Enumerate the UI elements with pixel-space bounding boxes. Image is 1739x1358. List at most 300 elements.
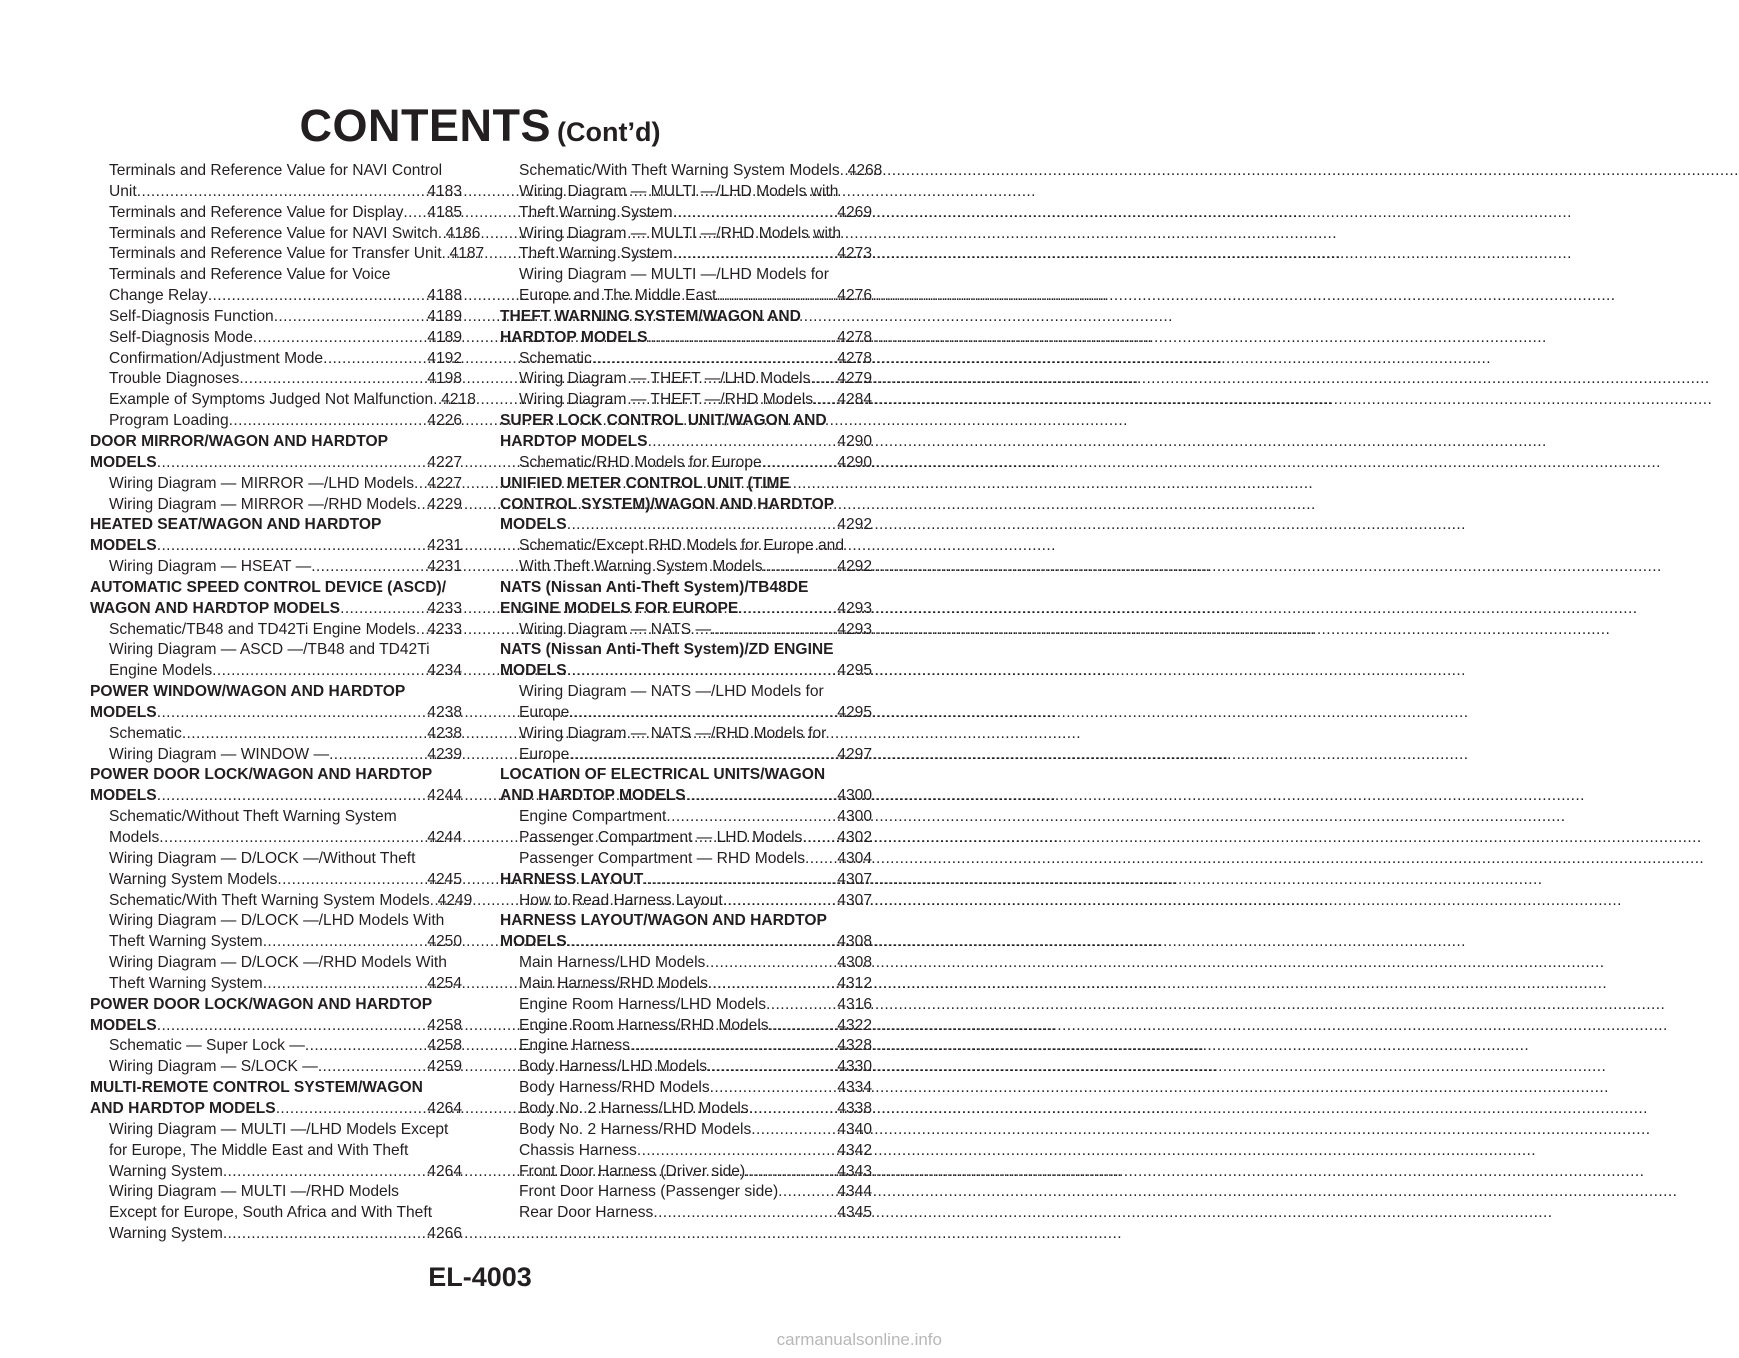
toc-page-number: 4239: [427, 745, 462, 763]
dot-leader: [749, 1099, 838, 1120]
toc-page-number: 4244: [427, 787, 462, 805]
toc-entry: [500, 203, 872, 224]
toc-entry: [500, 807, 872, 828]
toc-entry-title: Wiring Diagram — THEFT —/LHD Models: [519, 370, 811, 388]
toc-entry: [500, 849, 872, 870]
toc-entry: [500, 974, 872, 995]
toc-entry-title: Engine Room Harness/RHD Models: [519, 1016, 769, 1034]
toc-entry-title: Wiring Diagram — WINDOW —: [109, 745, 330, 763]
toc-entry: [90, 1036, 462, 1057]
toc-section-heading: [500, 870, 872, 891]
toc-entry-title: HARNESS LAYOUT/WAGON AND HARDTOP: [500, 912, 827, 930]
toc-page-number: 4300: [837, 787, 872, 805]
toc-entry-title: Theft Warning System: [109, 974, 263, 992]
toc-page-number: 4227: [427, 474, 462, 492]
toc-entry: [90, 203, 462, 224]
toc-page-number: 4293: [837, 599, 872, 617]
toc-entry-title: AND HARDTOP MODELS: [500, 787, 686, 805]
toc-page-number: 4290: [837, 432, 872, 450]
dot-leader: [711, 620, 837, 641]
toc-entry: [90, 828, 462, 849]
dot-leader: [805, 849, 837, 870]
dot-leader: [653, 1203, 837, 1224]
toc-page-number: 4278: [837, 349, 872, 367]
dot-leader: [229, 411, 428, 432]
dot-leader: [323, 349, 427, 370]
toc-entry-title: Schematic/RHD Models for Europe: [519, 453, 762, 471]
toc-section-heading: [90, 1099, 462, 1120]
toc-entry-title: Terminals and Reference Value for Display: [109, 203, 404, 221]
toc-entry-title: MULTI-REMOTE CONTROL SYSTEM/WAGON: [90, 1079, 423, 1097]
toc-entry: [90, 953, 462, 974]
dot-leader: [745, 1162, 837, 1183]
toc-entry: [90, 495, 462, 516]
toc-page-number: 4295: [837, 703, 872, 721]
toc-entry: [90, 1203, 462, 1224]
toc-entry-title: Wiring Diagram — D/LOCK —/RHD Models With: [109, 954, 447, 972]
toc-entry-title: Wiring Diagram — MULTI —/LHD Models with: [519, 182, 839, 200]
toc-page-number: 4297: [837, 745, 872, 763]
toc-page-number: 4307: [837, 891, 872, 909]
toc-page-number: 4292: [837, 516, 872, 534]
toc-page-number: 4345: [837, 1204, 872, 1222]
dot-leader: [263, 974, 428, 995]
toc-entry-title: Terminals and Reference Value for NAVI Switch: [109, 224, 438, 242]
dot-leader: [723, 891, 838, 912]
toc-entry-title: Unit: [109, 182, 137, 200]
toc-page-number: 4254: [427, 974, 462, 992]
toc-page-number: 4226: [427, 412, 462, 430]
toc-entry-title: Body Harness/RHD Models: [519, 1079, 710, 1097]
toc-section-heading: [90, 432, 462, 453]
toc-section-heading: [90, 1016, 462, 1037]
toc-entry-title: Wiring Diagram — MIRROR —/LHD Models: [109, 474, 414, 492]
dot-leader: [648, 432, 838, 453]
toc-entry: [90, 640, 462, 661]
toc-section-heading: [500, 432, 872, 453]
toc-page-number: 4266: [427, 1225, 462, 1243]
toc-entry: [90, 411, 462, 432]
toc-entry-title: With Theft Warning System Models: [519, 558, 763, 576]
toc-entry-title: Schematic/Except RHD Models for Europe and: [519, 537, 845, 555]
toc-entry: [500, 453, 872, 474]
toc-entry: [90, 244, 485, 265]
dot-leader: [417, 495, 428, 516]
toc-section-heading: [90, 1078, 462, 1099]
toc-entry: [90, 724, 462, 745]
toc-entry-title: POWER WINDOW/WAGON AND HARDTOP: [90, 683, 406, 701]
dot-leader: [751, 1120, 837, 1141]
toc-entry-title: Front Door Harness (Driver side): [519, 1162, 746, 1180]
toc-entry-title: MODELS: [500, 933, 567, 951]
toc-entry: [90, 265, 462, 286]
toc-page-number: 4269: [837, 203, 872, 221]
dot-leader: [643, 870, 837, 891]
toc-entry: [90, 911, 462, 932]
toc-page-number: 4238: [427, 703, 462, 721]
toc-entry: [500, 1057, 872, 1078]
toc-entry: [500, 349, 872, 370]
dot-leader: [778, 1182, 837, 1203]
toc-entry: [90, 224, 481, 245]
toc-entry-title: Theft Warning System: [519, 203, 673, 221]
dot-leader: [769, 1016, 838, 1037]
toc-page-number: 4308: [837, 933, 872, 951]
toc-entry-title: SUPER LOCK CONTROL UNIT/WAGON AND: [500, 412, 827, 430]
dot-leader: [762, 453, 838, 474]
toc-section-heading: [500, 307, 872, 328]
toc-entry-title: Wiring Diagram — NATS —/LHD Models for: [519, 683, 824, 701]
toc-entry-title: MODELS: [90, 703, 157, 721]
toc-entry: [500, 682, 872, 703]
dot-leader: [159, 828, 427, 849]
watermark: carmanualsonline.info: [776, 1330, 942, 1349]
toc-entry: [500, 1120, 872, 1141]
toc-entry-title: Warning System: [109, 1162, 223, 1180]
toc-entry: [90, 932, 462, 953]
dot-leader: [239, 369, 427, 390]
toc-entry-title: LOCATION OF ELECTRICAL UNITS/WAGON: [500, 766, 826, 784]
toc-page-number: 4312: [837, 974, 872, 992]
toc-page-number: 4340: [837, 1120, 872, 1138]
dot-leader: [810, 369, 837, 390]
toc-entry-title: MODELS: [90, 537, 157, 555]
toc-entry-title: Body Harness/LHD Models: [519, 1058, 708, 1076]
dot-leader: [305, 1036, 427, 1057]
toc-entry-title: Europe: [519, 703, 570, 721]
toc-page-number: 4233: [427, 599, 462, 617]
toc-page-number: 4338: [837, 1099, 872, 1117]
toc-entry-title: Wiring Diagram — D/LOCK —/LHD Models With: [109, 912, 445, 930]
dot-leader: [223, 1224, 427, 1245]
toc-page-number: 4293: [837, 620, 872, 638]
toc-entry: [90, 807, 462, 828]
toc-entry-title: Wiring Diagram — S/LOCK —: [109, 1058, 318, 1076]
toc-entry: [500, 1036, 872, 1057]
dot-leader: [311, 557, 427, 578]
toc-entry-title: Terminals and Reference Value for NAVI Control: [109, 162, 443, 179]
toc-page-number: 4316: [837, 995, 872, 1013]
toc-page-number: 4192: [427, 349, 462, 367]
toc-page-number: 4344: [837, 1183, 872, 1201]
toc-entry-title: DOOR MIRROR/WAGON AND HARDTOP: [90, 432, 389, 450]
toc-entry-title: AND HARDTOP MODELS: [90, 1099, 276, 1117]
toc-entry-title: HARNESS LAYOUT: [500, 870, 644, 888]
toc-page-number: 4258: [427, 1037, 462, 1055]
toc-entry-title: MODELS: [90, 453, 157, 471]
toc-section-heading: [500, 599, 872, 620]
dot-leader: [708, 974, 837, 995]
toc-entry-title: Self-Diagnosis Mode: [109, 328, 253, 346]
dot-leader: [223, 1162, 427, 1183]
toc-entry-title: Engine Compartment: [519, 808, 667, 826]
toc-entry: [90, 974, 462, 995]
toc-entry-title: Wiring Diagram — MULTI —/LHD Models Except: [109, 1120, 449, 1138]
toc-section-heading: [90, 765, 462, 786]
toc-page-number: 4189: [427, 328, 462, 346]
toc-page-number: 4300: [837, 808, 872, 826]
toc-entry: [90, 474, 462, 495]
toc-page-number: 4343: [837, 1162, 872, 1180]
toc-entry: [500, 995, 872, 1016]
toc-entry-title: Front Door Harness (Passenger side): [519, 1183, 779, 1201]
toc-entry: [500, 1141, 872, 1162]
page-title: [0, 100, 960, 152]
toc-entry-title: Wiring Diagram — MIRROR —/RHD Models: [109, 495, 417, 513]
toc-entry: [500, 536, 872, 557]
toc-page-number: 4264: [427, 1162, 462, 1180]
toc-entry-title: Body No. 2 Harness/RHD Models: [519, 1120, 752, 1138]
toc-entry: [90, 1182, 462, 1203]
toc-entry-title: Engine Harness: [519, 1037, 630, 1055]
dot-leader: [274, 307, 428, 328]
dot-leader: [329, 745, 427, 766]
toc-entry-title: CONTROL SYSTEM)/WAGON AND HARDTOP: [500, 495, 835, 513]
dot-leader: [630, 1036, 837, 1057]
toc-entry: [90, 161, 462, 182]
toc-entry: [90, 870, 462, 891]
toc-entry: [500, 745, 872, 766]
toc-entry: [90, 1057, 462, 1078]
toc-entry: [500, 1162, 872, 1183]
toc-entry-title: ENGINE MODELS FOR EUROPE: [500, 599, 739, 617]
toc-entry: [90, 661, 462, 682]
toc-page-number: 4304: [837, 849, 872, 867]
toc-entry: [500, 1099, 872, 1120]
toc-page-number: 4188: [427, 287, 462, 305]
toc-section-heading: [500, 640, 872, 661]
dot-leader: [318, 1057, 427, 1078]
toc-entry: [500, 828, 872, 849]
dot-leader: [802, 828, 837, 849]
toc-page-number: 4229: [427, 495, 462, 513]
dot-leader: [263, 932, 428, 953]
dot-leader: [137, 182, 428, 203]
dot-leader: [673, 203, 838, 224]
toc-entry-title: Schematic: [109, 724, 182, 742]
toc-section-heading: [90, 682, 462, 703]
toc-entry-title: HARDTOP MODELS: [500, 432, 648, 450]
dot-leader: [569, 745, 837, 766]
toc-page-number: 4308: [837, 954, 872, 972]
toc-entry-title: Main Harness/LHD Models: [519, 954, 706, 972]
toc-page-number: 4295: [837, 662, 872, 680]
toc-page-number: 4290: [837, 453, 872, 471]
toc-entry-title: Warning System Models: [109, 870, 278, 888]
dot-leader: [673, 244, 838, 265]
toc-entry: [90, 369, 462, 390]
dot-leader: [567, 932, 838, 953]
toc-entry-title: Engine Room Harness/LHD Models: [519, 995, 767, 1013]
toc-section-heading: [500, 661, 872, 682]
toc-page-number: 4273: [837, 245, 872, 263]
toc-entry-title: POWER DOOR LOCK/WAGON AND HARDTOP: [90, 766, 433, 784]
toc-entry-title: Schematic: [519, 349, 592, 367]
toc-entry-title: MODELS: [90, 787, 157, 805]
toc-entry: [90, 349, 462, 370]
toc-entry-title: THEFT WARNING SYSTEM/WAGON AND: [500, 307, 801, 325]
dot-leader: [438, 224, 446, 245]
toc-entry-title: Schematic/With Theft Warning System Models: [519, 162, 840, 179]
dot-leader: [277, 870, 427, 891]
dot-leader: [253, 328, 427, 349]
toc-entry: [500, 1078, 872, 1099]
toc-entry: [500, 182, 872, 203]
toc-page-number: 4185: [427, 203, 462, 221]
toc-entry: [90, 1120, 462, 1141]
toc-page-number: 4278: [837, 328, 872, 346]
toc-section-heading: [90, 786, 462, 807]
dot-leader: [416, 620, 427, 641]
toc-page-number: 4330: [837, 1058, 872, 1076]
toc-page-number: 4245: [427, 870, 462, 888]
toc-entry-title: Europe: [519, 745, 570, 763]
toc-page-number: 4183: [427, 182, 462, 200]
toc-entry: [500, 1182, 872, 1203]
dot-leader: [442, 244, 450, 265]
toc-section-heading: [500, 495, 872, 516]
toc-entry-title: MODELS: [500, 662, 567, 680]
toc-entry: [500, 724, 872, 745]
dot-leader: [157, 786, 428, 807]
toc-section-heading: [90, 578, 462, 599]
toc-entry-title: NATS (Nissan Anti-Theft System)/TB48DE: [500, 578, 809, 596]
toc-section-heading: [90, 515, 462, 536]
dot-leader: [813, 390, 837, 411]
toc-entry-title: NATS (Nissan Anti-Theft System)/ZD ENGINE: [500, 641, 834, 659]
dot-leader: [716, 286, 837, 307]
dot-leader: [569, 703, 837, 724]
toc-entry-title: Wiring Diagram — NATS —/RHD Models for: [519, 724, 827, 742]
toc-entry-title: Program Loading: [109, 412, 229, 430]
toc-entry-title: Change Relay: [109, 287, 208, 305]
dot-leader: [433, 390, 441, 411]
toc-entry: [500, 224, 872, 245]
toc-section-heading: [90, 453, 462, 474]
dot-leader: [567, 661, 838, 682]
toc-page-number: 4279: [837, 370, 872, 388]
toc-entry-title: Passenger Compartment — LHD Models: [519, 829, 803, 846]
toc-section-heading: [90, 703, 462, 724]
dot-leader: [182, 724, 427, 745]
toc-entry: [500, 390, 872, 411]
toc-entry: [90, 745, 462, 766]
toc-entry-title: Engine Models: [109, 662, 213, 680]
toc-entry-title: Wiring Diagram — THEFT —/RHD Models: [519, 391, 814, 409]
toc-entry: [500, 1203, 872, 1224]
toc-page-number: 4259: [427, 1058, 462, 1076]
toc-entry-title: Warning System: [109, 1225, 223, 1243]
toc-section-heading: [500, 786, 872, 807]
toc-entry: [500, 620, 872, 641]
toc-entry: [90, 182, 462, 203]
toc-entry-title: HEATED SEAT/WAGON AND HARDTOP: [90, 516, 382, 534]
toc-entry-title: Wiring Diagram — MULTI —/RHD Models with: [519, 224, 842, 242]
toc-entry: [90, 1224, 462, 1245]
toc-entry-title: Schematic/TB48 and TD42Ti Engine Models: [109, 620, 416, 638]
toc-entry-title: POWER DOOR LOCK/WAGON AND HARDTOP: [90, 995, 433, 1013]
dot-leader: [710, 1078, 838, 1099]
dot-leader: [157, 536, 428, 557]
toc-entry: [500, 1016, 872, 1037]
toc-section-heading: [500, 932, 872, 953]
toc-entry-title: Models: [109, 829, 160, 846]
dot-leader: [648, 328, 838, 349]
dot-leader: [208, 286, 427, 307]
toc-page-number: 4233: [427, 620, 462, 638]
toc-entry: [500, 703, 872, 724]
toc-section-heading: [500, 765, 872, 786]
contents-continued: (Cont’d): [557, 117, 661, 147]
toc-entry-title: Europe and The Middle East: [519, 287, 717, 305]
dot-leader: [157, 703, 428, 724]
toc-page-number: 4268: [847, 162, 883, 179]
toc-entry-title: Wiring Diagram — ASCD —/TB48 and TD42Ti: [109, 641, 430, 659]
toc-page-number: 4328: [837, 1037, 872, 1055]
dot-leader: [403, 203, 427, 224]
toc-page-number: 4250: [427, 933, 462, 951]
toc-entry: [90, 1141, 462, 1162]
toc-section-heading: [500, 578, 872, 599]
toc-entry-title: UNIFIED METER CONTROL UNIT (TIME: [500, 474, 790, 492]
toc-entry-title: Terminals and Reference Value for Voice: [109, 266, 391, 284]
toc-entry: [500, 953, 872, 974]
toc-page-number: 4231: [427, 537, 462, 555]
toc-entry-title: MODELS: [90, 1016, 157, 1034]
toc-page-number: 4244: [427, 829, 462, 846]
toc-entry-title: Example of Symptoms Judged Not Malfunction: [109, 391, 434, 409]
toc-entry-title: Main Harness/RHD Models: [519, 974, 708, 992]
toc-page-number: 4186: [445, 224, 481, 242]
dot-leader: [340, 599, 427, 620]
toc-section-heading: [500, 911, 872, 932]
toc-page-number: 4258: [427, 1016, 462, 1034]
toc-entry-title: How to Read Harness Layout: [519, 891, 723, 909]
toc-section-heading: [90, 536, 462, 557]
toc-entry: [500, 557, 872, 578]
toc-page-number: 4276: [837, 287, 872, 305]
toc-entry-title: Theft Warning System: [519, 245, 673, 263]
toc-page-number: 4238: [427, 724, 462, 742]
toc-entry-title: WAGON AND HARDTOP MODELS: [90, 599, 341, 617]
toc-page-number: 4342: [837, 1141, 872, 1159]
page-number: EL-4003: [428, 1262, 532, 1292]
toc-right-column: [500, 161, 883, 1224]
dot-leader: [430, 891, 438, 912]
toc-entry-title: Wiring Diagram — NATS —: [519, 620, 712, 638]
toc-page-number: 4264: [427, 1099, 462, 1117]
toc-page-number: 4322: [837, 1016, 872, 1034]
toc-page-number: 4218: [441, 391, 476, 409]
contents-title: CONTENTS: [299, 100, 552, 151]
toc-page-number: 4231: [427, 558, 462, 576]
dot-leader: [705, 953, 837, 974]
toc-entry: [500, 265, 872, 286]
toc-section-heading: [90, 599, 462, 620]
dot-leader: [567, 515, 838, 536]
dot-leader: [276, 1099, 428, 1120]
toc-entry-title: Self-Diagnosis Function: [109, 307, 274, 325]
dot-leader: [766, 995, 837, 1016]
toc-left-column: [90, 161, 485, 1245]
toc-page-number: 4284: [837, 391, 872, 409]
dot-leader: [707, 1057, 837, 1078]
toc-entry-title: Terminals and Reference Value for Transfer Unit: [109, 245, 442, 263]
dot-leader: [637, 1141, 837, 1162]
toc-entry: [90, 620, 462, 641]
toc-entry: [500, 891, 872, 912]
toc-entry: [90, 390, 476, 411]
